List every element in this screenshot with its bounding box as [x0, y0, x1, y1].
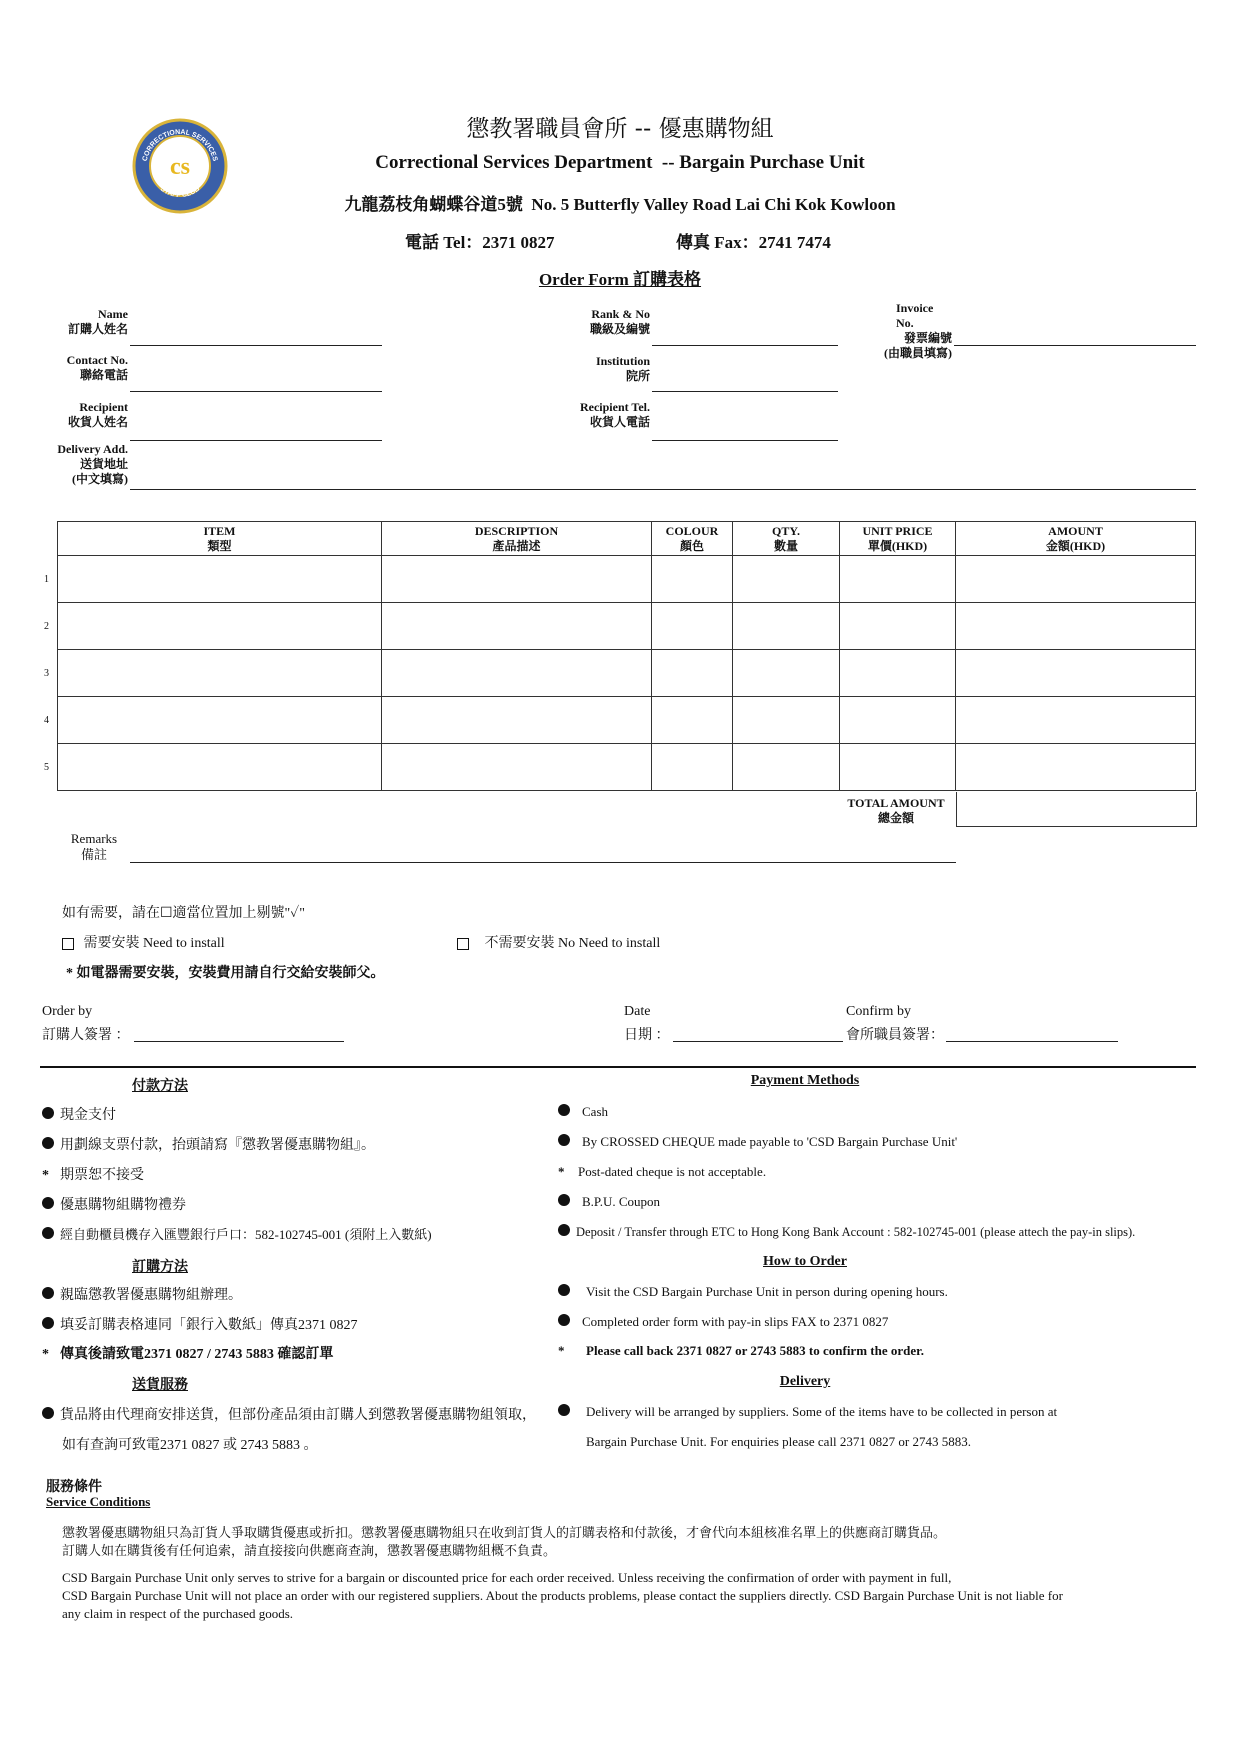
col-header-unit-price-en: UNIT PRICE	[862, 523, 933, 538]
bullet-icon	[42, 1107, 54, 1119]
logo-text-top: CORRECTIONAL SERVICES	[141, 128, 219, 163]
unit-price-cell[interactable]	[840, 603, 956, 650]
amount-cell[interactable]	[956, 697, 1196, 744]
recipient-tel-label-zh: 收貨人電話	[589, 415, 650, 429]
order-item-zh: 親臨懲教署優惠購物組辦理。	[60, 1288, 242, 1303]
col-header-item-zh: 類型	[207, 538, 232, 553]
description-cell[interactable]	[382, 744, 652, 791]
qty-cell[interactable]	[733, 650, 840, 697]
description-cell[interactable]	[382, 697, 652, 744]
bullet-icon	[42, 1407, 54, 1419]
fax: 傳真 Fax：2741 7474	[676, 233, 831, 252]
col-header-colour-zh: 顏色	[679, 538, 704, 553]
bullet-icon	[558, 1224, 570, 1236]
table-row	[58, 650, 1196, 697]
bullet-icon	[42, 1227, 54, 1239]
title-en: Correctional Services Department -- Bargain Purchase Unit	[375, 152, 865, 173]
table-row	[58, 744, 1196, 791]
service-text-en-2: CSD Bargain Purchase Unit will not place an order with our registered suppliers. About the products problems, please contact the suppliers directly. CSD Bargain Purchase Unit is not liable for	[62, 1588, 1063, 1603]
payment-item-zh: 經自動櫃員機存入匯豐銀行戶口：582-102745-001 (須附上入數紙)	[60, 1227, 432, 1242]
service-text-zh-2: 訂購人如在購貨後有任何追索，請直接接向供應商查詢，懲教署優惠購物組概不負責。	[62, 1543, 557, 1558]
delivery-address-field[interactable]	[130, 489, 1196, 490]
need-install-checkbox[interactable]	[62, 938, 74, 950]
description-cell[interactable]	[382, 556, 652, 603]
col-header-amount-en: AMOUNT	[1048, 523, 1103, 538]
bullet-icon	[558, 1404, 570, 1416]
name-field[interactable]	[130, 345, 382, 346]
address: 九龍荔枝角蝴蝶谷道5號 No. 5 Butterfly Valley Road Lai Chi Kok Kowloon	[344, 195, 896, 214]
qty-cell[interactable]	[733, 744, 840, 791]
item-cell[interactable]	[58, 603, 382, 650]
delivery-text-en-2: Bargain Purchase Unit. For enquiries please call 2371 0827 or 2743 5883.	[586, 1434, 971, 1449]
rank-label-zh: 職級及編號	[589, 322, 650, 336]
service-text-en-3: any claim in respect of the purchased goods.	[62, 1606, 294, 1621]
install-fee-note: * 如電器需要安裝，安裝費用請自行交給安裝師父。	[66, 966, 385, 981]
no-need-install-checkbox[interactable]	[457, 938, 469, 950]
remarks-label-zh: 備註	[80, 847, 107, 862]
bullet-icon	[558, 1194, 570, 1206]
col-header-amount-zh: 金額(HKD)	[1045, 538, 1106, 553]
delivery-label-zh: 送貨地址	[79, 457, 128, 471]
col-header-qty-zh: 數量	[773, 538, 798, 553]
item-cell[interactable]	[58, 650, 382, 697]
order-item-en: Completed order form with pay-in slips FAX to 2371 0827	[582, 1314, 889, 1329]
recipient-field[interactable]	[130, 440, 382, 441]
service-text-zh-1: 懲教署優惠購物組只為訂貨人爭取購貨優惠或折扣。懲教署優惠購物組只在收到訂貨人的訂購表格和付款後，才會代向本組核准名單上的供應商訂購貨品。	[62, 1525, 947, 1540]
bullet-icon	[42, 1137, 54, 1149]
invoice-field[interactable]	[954, 345, 1196, 346]
confirm-by-label-en: Confirm by	[846, 1004, 911, 1019]
asterisk-icon: *	[42, 1347, 49, 1362]
need-install-option[interactable]	[62, 932, 225, 952]
table-row	[58, 697, 1196, 744]
bullet-icon	[558, 1314, 570, 1326]
payment-item-zh: 優惠購物組購物禮券	[60, 1198, 186, 1213]
delivery-note: (中文填寫)	[72, 472, 128, 486]
total-label-en: TOTAL AMOUNT	[847, 796, 945, 810]
institution-label-zh: 院所	[625, 369, 650, 383]
description-cell[interactable]	[382, 603, 652, 650]
item-cell[interactable]	[58, 744, 382, 791]
asterisk-icon: *	[42, 1168, 49, 1183]
logo-text-bottom: STAFF CLUB	[158, 185, 202, 200]
bullet-icon	[558, 1134, 570, 1146]
col-header-unit-price-zh: 單價(HKD)	[867, 538, 928, 553]
service-title-zh: 服務條件	[46, 1480, 102, 1495]
amount-cell[interactable]	[956, 556, 1196, 603]
order-by-label-en: Order by	[42, 1004, 93, 1019]
bullet-icon	[42, 1197, 54, 1209]
no-need-install-option[interactable]	[457, 932, 660, 952]
unit-price-cell[interactable]	[840, 697, 956, 744]
name-label-en: Name	[98, 307, 128, 321]
asterisk-icon: *	[558, 1343, 565, 1358]
payment-item-en: By CROSSED CHEQUE made payable to 'CSD Bargain Purchase Unit'	[582, 1134, 958, 1149]
unit-price-cell[interactable]	[840, 744, 956, 791]
colour-cell[interactable]	[652, 650, 733, 697]
payment-item-zh: 期票恕不接受	[60, 1168, 144, 1183]
col-header-item-en: ITEM	[203, 523, 236, 538]
amount-cell[interactable]	[956, 744, 1196, 791]
colour-cell[interactable]	[652, 556, 733, 603]
qty-cell[interactable]	[733, 697, 840, 744]
rank-field[interactable]	[652, 345, 838, 346]
delivery-title-zh: 送貨服務	[132, 1378, 188, 1393]
description-cell[interactable]	[382, 650, 652, 697]
order-title-en: How to Order	[763, 1254, 847, 1269]
need-install-label: 需要安裝 Need to install	[83, 936, 225, 951]
col-header-colour-en: COLOUR	[665, 523, 719, 538]
order-item-en: Visit the CSD Bargain Purchase Unit in person during opening hours.	[586, 1284, 948, 1299]
total-amount-box[interactable]	[956, 792, 1197, 827]
row-number: 1	[44, 574, 49, 585]
contact-field[interactable]	[130, 391, 382, 392]
order-item-zh: 填妥訂購表格連同「銀行入數紙」傳真2371 0827	[60, 1318, 358, 1333]
delivery-text-en-1: Delivery will be arranged by suppliers. Some of the items have to be collected in person at	[586, 1404, 1058, 1419]
payment-item-en: Cash	[582, 1104, 608, 1119]
delivery-title-en: Delivery	[779, 1374, 831, 1389]
order-items-table	[57, 521, 1196, 791]
amount-cell[interactable]	[956, 603, 1196, 650]
date-label-zh: 日期 ：	[624, 1028, 670, 1043]
order-by-label-zh: 訂購人簽署 ：	[42, 1028, 130, 1043]
colour-cell[interactable]	[652, 603, 733, 650]
title-zh: 懲教署職員會所 -- 優惠購物組	[466, 116, 774, 142]
tel: 電話 Tel：2371 0827	[405, 233, 555, 252]
delivery-text-zh-1: 貨品將由代理商安排送貨，但部份產品須由訂購人到懲教署優惠購物組領取，	[60, 1408, 536, 1423]
col-header-qty-en: QTY.	[772, 523, 800, 538]
logo-mark: cs	[170, 154, 190, 180]
qty-cell[interactable]	[733, 603, 840, 650]
invoice-note: (由職員填寫)	[884, 346, 952, 360]
row-number: 3	[44, 668, 49, 679]
order-item-en: Please call back 2371 0827 or 2743 5883 to confirm the order.	[586, 1343, 924, 1358]
date-label-en: Date	[624, 1004, 651, 1019]
recipient-label-en: Recipient	[79, 400, 128, 414]
row-number: 5	[44, 762, 49, 773]
service-text-en-1: CSD Bargain Purchase Unit only serves to strive for a bargain or discounted price for each order received. Unless receiving the confirmation of order with payment in full,	[62, 1570, 952, 1585]
col-header-description-zh: 產品描述	[492, 538, 541, 553]
bullet-icon	[42, 1287, 54, 1299]
payment-item-zh: 用劃線支票付款，抬頭請寫『懲教署優惠購物組』。	[60, 1138, 375, 1153]
payment-item-en: Post-dated cheque is not acceptable.	[578, 1164, 767, 1179]
payment-item-en: B.P.U. Coupon	[582, 1194, 661, 1209]
table-row	[58, 556, 1196, 603]
total-label-zh: 總金額	[877, 811, 914, 825]
remarks-label-en: Remarks	[70, 831, 118, 846]
payment-title-zh: 付款方法	[132, 1079, 188, 1094]
bullet-icon	[42, 1317, 54, 1329]
qty-cell[interactable]	[733, 556, 840, 603]
colour-cell[interactable]	[652, 697, 733, 744]
section-divider	[40, 1066, 1196, 1068]
order-title-zh: 訂購方法	[132, 1260, 188, 1275]
institution-label-en: Institution	[595, 354, 650, 368]
asterisk-icon: *	[558, 1164, 565, 1179]
payment-item-en: Deposit / Transfer through ETC to Hong Kong Bank Account : 582-102745-001 (please attech the pay-in slips).	[576, 1225, 1136, 1239]
date-field[interactable]	[673, 1041, 843, 1042]
bullet-icon	[558, 1104, 570, 1116]
institution-field[interactable]	[652, 391, 838, 392]
recipient-label-zh: 收貨人姓名	[67, 415, 128, 429]
unit-price-cell[interactable]	[840, 650, 956, 697]
invoice-label-en: Invoice No.	[896, 301, 934, 330]
recipient-tel-label-en: Recipient Tel.	[579, 400, 650, 414]
recipient-tel-field[interactable]	[652, 440, 838, 441]
name-label-zh: 訂購人姓名	[67, 322, 128, 336]
confirm-by-label-zh: 會所職員簽署：	[846, 1028, 944, 1043]
table-row	[58, 603, 1196, 650]
col-header-description-en: DESCRIPTION	[474, 523, 559, 538]
row-number: 2	[44, 621, 49, 632]
install-instruction: 如有需要，請在☐適當位置加上剔號"✓"	[62, 906, 306, 921]
row-number: 4	[44, 715, 49, 726]
bullet-icon	[558, 1284, 570, 1296]
no-need-install-label: 不需要安裝 No Need to install	[484, 936, 661, 951]
rank-label-en: Rank & No	[591, 307, 650, 321]
item-cell[interactable]	[58, 556, 382, 603]
colour-cell[interactable]	[652, 744, 733, 791]
invoice-label-zh: 發票編號	[903, 331, 952, 345]
payment-item-zh: 現金支付	[60, 1108, 116, 1123]
delivery-label-en: Delivery Add.	[57, 442, 128, 456]
order-by-signature-field[interactable]	[134, 1041, 344, 1042]
contact-label-zh: 聯絡電話	[79, 368, 128, 382]
delivery-text-zh-2: 如有查詢可致電2371 0827 或 2743 5883 。	[62, 1438, 318, 1453]
remarks-field[interactable]	[130, 862, 956, 863]
amount-cell[interactable]	[956, 650, 1196, 697]
payment-title-en: Payment Methods	[750, 1073, 860, 1088]
item-cell[interactable]	[58, 697, 382, 744]
form-title: Order Form 訂購表格	[538, 270, 702, 289]
order-item-zh: 傳真後請致電2371 0827 / 2743 5883 確認訂單	[60, 1347, 334, 1362]
table-header-row	[58, 522, 1196, 556]
unit-price-cell[interactable]	[840, 556, 956, 603]
service-title-en: Service Conditions	[46, 1494, 151, 1509]
confirm-by-signature-field[interactable]	[946, 1041, 1118, 1042]
contact-label-en: Contact No.	[66, 353, 128, 367]
